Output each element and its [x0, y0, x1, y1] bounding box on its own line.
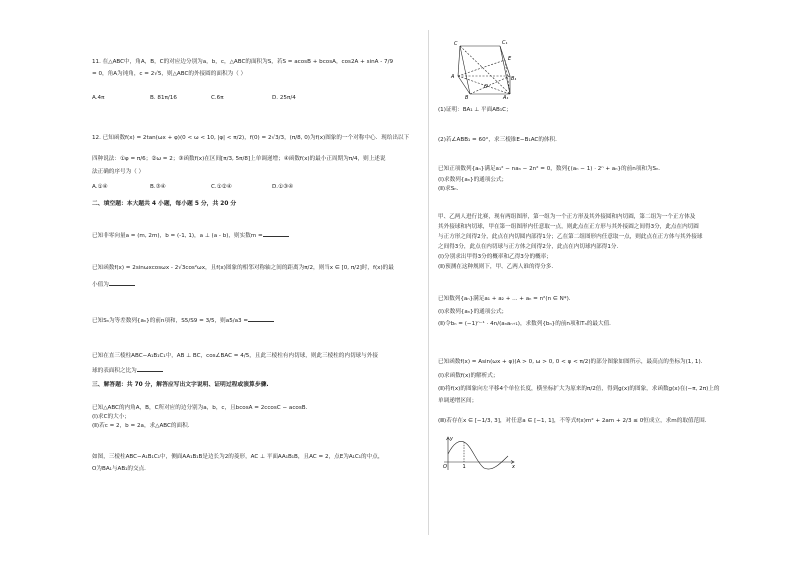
q19-line1: 已知正项数列{aₙ}满足a₁² − naₙ − 2n² = 0，数列{(aₙ − 1) · 2ⁿ + aₙ}的前n项和为Sₙ．: [438, 166, 664, 172]
q12-option-b: B.③④: [150, 184, 166, 190]
label-c1: C₁: [502, 40, 508, 46]
label-c: C: [454, 41, 458, 47]
q11-line2: = 0，角A为钝角，c = 2√5，则△ABC的外接圆的面积为（ ）: [92, 71, 247, 77]
q11-option-b: B. 81π/16: [150, 95, 177, 101]
q21-part1: (Ⅰ)求数列{aₙ}的通项公式；: [438, 309, 508, 315]
q18-line2: O为BA₁与AB₁的交点．: [92, 466, 150, 472]
q22-part2b: 单调递增区间；: [438, 398, 478, 404]
q14-blank[interactable]: [109, 280, 135, 286]
q12-option-c: C.①②④: [211, 184, 232, 190]
q11-option-c: C.6π: [211, 95, 224, 101]
sine-graph: [438, 434, 518, 472]
q12-option-d: D.①③④: [272, 184, 294, 190]
q18-part1: (1)证明：BA₁ ⊥ 平面AB₁C；: [438, 107, 512, 113]
q22-part3: (Ⅲ)若存在x ∈ [−1/3, 3]，对任意a ∈ [−1, 1]，不等式f(x)m² + 2am + 2/3 ≤ 0恒成立，求m的取值范围．: [438, 418, 711, 424]
q20-part1: (Ⅰ)分别求出甲得3分的概率和乙得3分的概率；: [438, 254, 552, 260]
edge-c-a: [458, 46, 460, 76]
q13-text: 已知非零向量a = (m, 2m)，b = (-1, 1)，a ⊥ (a - b)，则实数m =: [92, 231, 289, 240]
label-e: E: [508, 56, 512, 62]
q16-blank[interactable]: [137, 366, 163, 372]
q15-blank[interactable]: [248, 316, 274, 322]
section-2-heading: 二、填空题：本大题共 4 小题，每小题 5 分，共 20 分: [92, 201, 237, 207]
q20-line4: 之间得3分，此点在内切球与正方体之间得2分，此点在内切球内部得1分．: [438, 244, 623, 250]
q20-part2: (Ⅱ)预测在这种规则下，甲、乙两人谁的得分多．: [438, 264, 557, 270]
q19-part2: (Ⅱ)求Sₙ．: [438, 186, 463, 192]
q22-part2a: (Ⅱ)将f(x)的图象向左平移4个单位长度，横坐标扩大为原来的π/2倍，得到g(x)的图象，求函数g(x)在(−π, 2π)上的: [438, 386, 720, 392]
tick-one-label: 1: [462, 464, 466, 470]
q20-line3: 与正方形之间得2分，此点在内切圆内部得1分；乙在第二组图形内任意取一点，则此点在正方体与其外接球: [438, 234, 703, 240]
q12-line3: 法正确的序号为（ ）: [92, 169, 145, 175]
q20-line1: 甲、乙两人进行比赛，现有两组图形，第一组为一个正方形及其外接圆和内切圆，第二组为一个正方体及: [438, 214, 696, 220]
q21-line1: 已知数列{aₙ}满足a₁ + a₂ + ... + aₙ = n²(n ∈ N*)．: [438, 296, 575, 302]
y-label: y: [450, 436, 453, 442]
q12-line2: 四种说法：①φ = π/6；②ω = 2；③函数f(x)在区间[π/3, 5π/8]上单调递增；④函数f(x)的最小正周期为π/4，则上述说: [92, 156, 386, 162]
column-divider: [428, 30, 429, 535]
q14-line2: 小值为: [92, 280, 135, 289]
label-b: B: [465, 95, 469, 100]
q13-blank[interactable]: [263, 231, 289, 237]
q19-part1: (Ⅰ)求数列{aₙ}的通项公式；: [438, 177, 508, 183]
label-b1: B₁: [511, 76, 517, 82]
prism-figure: [450, 38, 520, 100]
q18-part2: (2)若∠ABB₁ = 60°，求三棱锥E−B₁AC的体积．: [438, 137, 561, 143]
q20-line2: 其外接球和内切球，甲在第一组图形内任意取一点，则此点在正方形与其外接圆之间得3分，此点在内切圆: [438, 224, 699, 230]
section-3-heading: 三、解答题：共 70 分，解答应写出文字说明、证明过程或演算步骤.: [92, 382, 269, 388]
q17-part2: (Ⅱ)若c = 2，b = 2a，求△ABC的面积．: [92, 423, 194, 429]
sine-curve: [448, 441, 508, 469]
x-label: x: [512, 464, 515, 470]
label-a1: A₁: [503, 95, 509, 100]
seg-a-e: [458, 60, 505, 76]
q16-line2: 球的表面积之比为: [92, 366, 163, 375]
q14-line1: 已知函数f(x) = 2sinωxcosωx - 2√3cos²ωx，且f(x)图象的相邻对称轴之间的距离为π/2，则当x ∈ [0, π/2]时，f(x)的最: [92, 265, 394, 271]
q12-line1: 12. 已知函数f(x) = 2tan(ωx + φ)(0 < ω < 10, |φ| < π/2)，f(0) = 2√3/3，(π/8, 0)为f(x)图象的一个对称中心．现给出以下: [92, 135, 410, 141]
q16-line1: 已知在直三棱柱ABC−A₁B₁C₁中，AB ⊥ BC，cos∠BAC = 4/5，且此三棱柱有内切球，则此三棱柱的内切球与外接: [92, 353, 378, 359]
q22-part1: (Ⅰ)求函数f(x)的解析式；: [438, 373, 499, 379]
origin-label: O: [443, 464, 447, 470]
q17-line1: 已知△ABC的内角A，B，C所对应的边分别为a，b，c，且bcosA = 2ccosC − acosB．: [92, 405, 312, 411]
q17-part1: (Ⅰ)求C的大小；: [92, 414, 130, 420]
q22-line1: 已知函数f(x) = Asin(ωx + φ)(A > 0, ω > 0, 0 < φ < π/2)的部分图象如图所示，最高点的坐标为(1, 1)．: [438, 359, 707, 365]
q11-line1: 11. 在△ABC中，角A，B，C的对应边分别为a，b，c，△ABC的面积为S，若S = acosB + bcosA，cos2A + sinA - 7/9: [92, 59, 394, 65]
label-a: A: [451, 74, 455, 80]
q18-line1: 如图，三棱柱ABC−A₁B₁C₁中，侧面AA₁B₁B是边长为2的菱形，AC ⊥ 平面AA₁B₁B，且AC = 2，点E为A₁C₁的中点，: [92, 454, 384, 460]
label-o: O: [484, 84, 488, 90]
q21-part2: (Ⅱ)令bₙ = (−1)ⁿ⁻¹ · 4n/(aₙaₙ₊₁)，求数列{bₙ}的前n项和Tₙ的最大值．: [438, 321, 615, 327]
q11-option-a: A.4π: [92, 95, 105, 101]
seg-e-b1: [505, 60, 510, 94]
diag-b-a1: [470, 76, 510, 94]
edge-c1-b1: [500, 46, 510, 94]
q11-option-d: D. 25π/4: [272, 95, 296, 101]
q12-option-a: A.①④: [92, 184, 108, 190]
q15-text: 已知Sₙ为等差数列{aₙ}的前n项和，S5/S9 = 3/5，则a5/a3 =: [92, 316, 274, 325]
